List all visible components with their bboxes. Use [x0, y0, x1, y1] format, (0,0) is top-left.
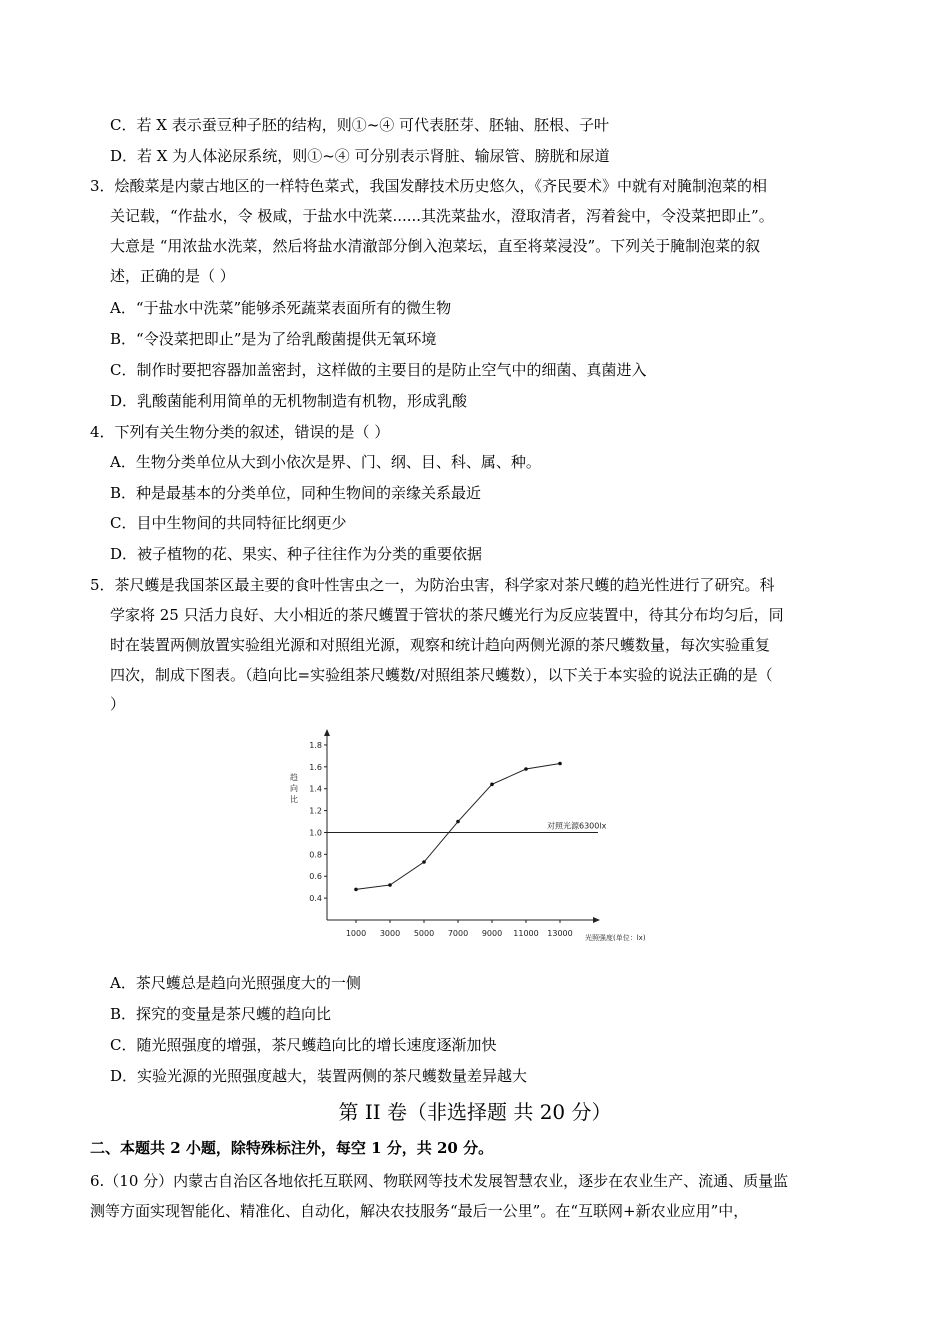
y-tick-label: 1.2 [309, 806, 322, 816]
text-line: D．实验光源的光照强度越大，装置两侧的茶尺蠖数量差异越大 [110, 1067, 528, 1085]
data-point [456, 820, 460, 824]
data-point [490, 783, 494, 787]
data-point [388, 883, 392, 887]
data-point [524, 767, 528, 771]
y-axis-label: 比 [290, 795, 298, 804]
data-point [354, 888, 358, 892]
data-point [422, 860, 426, 864]
text-line: A．生物分类单位从大到小依次是界、门、纲、目、科、属、种。 [110, 453, 541, 471]
text-line: 二、本题共 2 小题，除特殊标注外，每空 1 分，共 20 分。 [90, 1139, 494, 1157]
series-line [356, 764, 560, 890]
section-title: 第 II 卷（非选择题 共 20 分） [338, 1100, 612, 1124]
text-line: 学家将 25 只活力良好、大小相近的茶尺蠖置于管状的茶尺蠖光行为反应装置中，待其分布均匀后，同 [110, 606, 784, 624]
y-tick-label: 0.4 [309, 894, 322, 904]
x-tick-label: 7000 [447, 929, 469, 938]
text-line: 四次，制成下图表。（趋向比=实验组茶尺蠖数/对照组茶尺蠖数），以下关于本实验的说法正确的是（ [110, 666, 773, 684]
y-tick-label: 0.8 [309, 850, 322, 860]
text-line: 3．烩酸菜是内蒙古地区的一样特色菜式，我国发酵技术历史悠久，《齐民要术》中就有对腌制泡菜的相 [90, 177, 768, 195]
data-point [558, 762, 562, 766]
text-line: 5．茶尺蠖是我国茶区最主要的食叶性害虫之一，为防治虫害，科学家对茶尺蠖的趋光性进行了研究。科 [90, 576, 775, 594]
y-tick-label: 0.6 [309, 872, 322, 882]
text-line: D．乳酸菌能利用简单的无机物制造有机物，形成乳酸 [110, 392, 468, 410]
text-line: 时在装置两侧放置实验组光源和对照组光源，观察和统计趋向两侧光源的茶尺蠖数量，每次实验重复 [110, 636, 771, 654]
text-line: C．若 X 表示蚕豆种子胚的结构，则①~④ 可代表胚芽、胚轴、胚根、子叶 [110, 116, 610, 134]
y-tick-label: 1.8 [309, 740, 322, 750]
text-line: B．种是最基本的分类单位，同种生物间的亲缘关系最近 [110, 484, 482, 502]
phototaxis-chart [285, 728, 675, 953]
text-line: 述，正确的是（ ） [110, 267, 235, 285]
text-line: 关记载，“作盐水，令 极咸，于盐水中洗菜......其洗菜盐水，澄取清者，泻着瓮中，令没菜把即止”。 [110, 207, 774, 225]
y-tick-label: 1.0 [309, 828, 322, 838]
y-axis-label: 趋 [290, 773, 298, 782]
reference-line-label: 对照光源6300lx [547, 821, 607, 831]
x-tick-label: 3000 [379, 929, 401, 938]
text-line: 测等方面实现智能化、精准化、自动化，解决农技服务“最后一公里”。在“互联网+新农业应用”中， [90, 1202, 749, 1220]
text-line: 6.（10 分）内蒙古自治区各地依托互联网、物联网等技术发展智慧农业，逐步在农业生产、流通、质量监 [90, 1172, 789, 1190]
x-tick-label: 13000 [547, 929, 573, 938]
y-axis-label: 向 [290, 784, 298, 793]
x-tick-label: 9000 [481, 929, 503, 938]
text-line: C．随光照强度的增强，茶尺蠖趋向比的增长速度逐渐加快 [110, 1036, 497, 1054]
text-line: ） [110, 695, 126, 713]
y-axis-arrow [324, 729, 330, 736]
y-tick-label: 1.6 [309, 762, 322, 772]
x-axis-label: 光照强度(单位：lx) [585, 934, 646, 942]
text-line: D．若 X 为人体泌尿系统，则①~④ 可分别表示肾脏、输尿管、膀胱和尿道 [110, 147, 610, 165]
x-tick-label: 5000 [413, 929, 435, 938]
x-axis-arrow [593, 917, 600, 923]
text-line: 大意是 “用浓盐水洗菜，然后将盐水清澈部分倒入泡菜坛，直至将菜浸没”。下列关于腌制泡菜的叙 [110, 237, 761, 255]
x-tick-label: 11000 [513, 929, 539, 938]
text-line: A．“于盐水中洗菜”能够杀死蔬菜表面所有的微生物 [110, 299, 452, 317]
text-line: B．“令没菜把即止”是为了给乳酸菌提供无氧环境 [110, 330, 437, 348]
text-line: B．探究的变量是茶尺蠖的趋向比 [110, 1005, 332, 1023]
text-line: A．茶尺蠖总是趋向光照强度大的一侧 [110, 974, 361, 992]
text-line: 4．下列有关生物分类的叙述，错误的是（ ） [90, 423, 390, 441]
text-line: C．制作时要把容器加盖密封，这样做的主要目的是防止空气中的细菌、真菌进入 [110, 361, 647, 379]
text-line: D．被子植物的花、果实、种子往往作为分类的重要依据 [110, 545, 483, 563]
x-tick-label: 1000 [345, 929, 367, 938]
y-tick-label: 1.4 [309, 784, 322, 794]
text-line: C．目中生物间的共同特征比纲更少 [110, 514, 347, 532]
